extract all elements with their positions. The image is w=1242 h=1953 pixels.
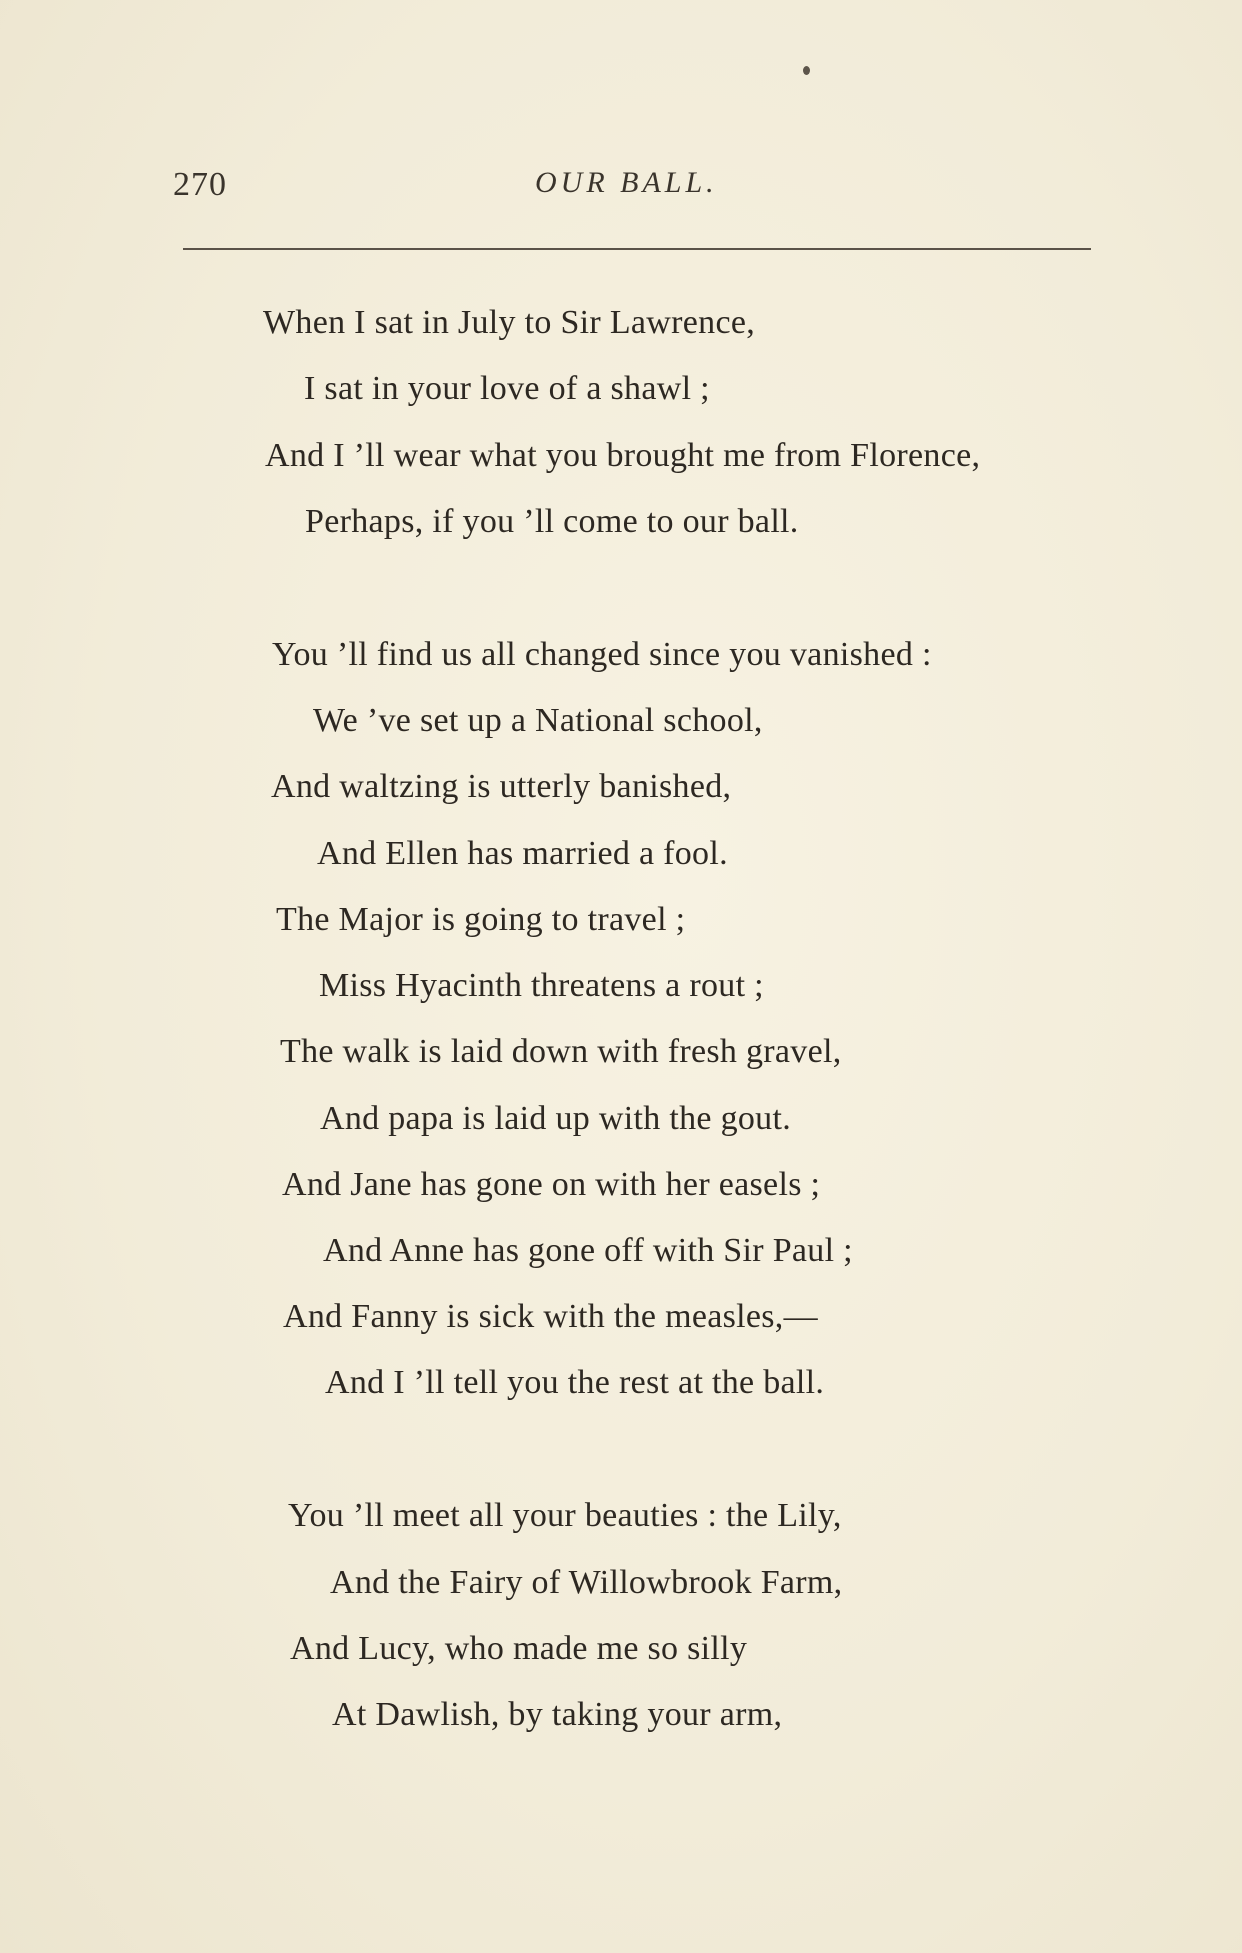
poem-line: When I sat in July to Sir Lawrence, — [263, 304, 756, 341]
header-rule — [183, 248, 1091, 250]
poem-line: And Fanny is sick with the measles,— — [283, 1298, 818, 1335]
ink-speck — [803, 66, 810, 75]
poem-line: And I ’ll wear what you brought me from Florence, — [265, 437, 981, 474]
poem-line: And Ellen has married a fool. — [317, 835, 728, 872]
running-head: OUR BALL. — [535, 166, 718, 199]
poem-line: And Anne has gone off with Sir Paul ; — [323, 1232, 853, 1269]
poem-line: The Major is going to travel ; — [276, 901, 686, 938]
poem-line: The walk is laid down with fresh gravel, — [280, 1033, 842, 1070]
poem-line: Perhaps, if you ’ll come to our ball. — [305, 503, 799, 540]
poem-line: And Jane has gone on with her easels ; — [282, 1166, 821, 1203]
poem-line: And waltzing is utterly banished, — [271, 768, 732, 805]
poem-line: You ’ll meet all your beauties : the Lily, — [288, 1497, 842, 1534]
poem-line: We ’ve set up a National school, — [313, 702, 763, 739]
poem-line: I sat in your love of a shawl ; — [304, 370, 710, 407]
poem-line: You ’ll find us all changed since you vanished : — [272, 636, 932, 673]
poem-line: And Lucy, who made me so silly — [290, 1630, 748, 1667]
poem-line: And the Fairy of Willowbrook Farm, — [330, 1564, 843, 1601]
page-number: 270 — [173, 166, 227, 203]
poem-line: Miss Hyacinth threatens a rout ; — [319, 967, 764, 1004]
poem-line: And papa is laid up with the gout. — [320, 1100, 792, 1137]
poem-line: At Dawlish, by taking your arm, — [332, 1696, 783, 1733]
poem-line: And I ’ll tell you the rest at the ball. — [325, 1364, 825, 1401]
